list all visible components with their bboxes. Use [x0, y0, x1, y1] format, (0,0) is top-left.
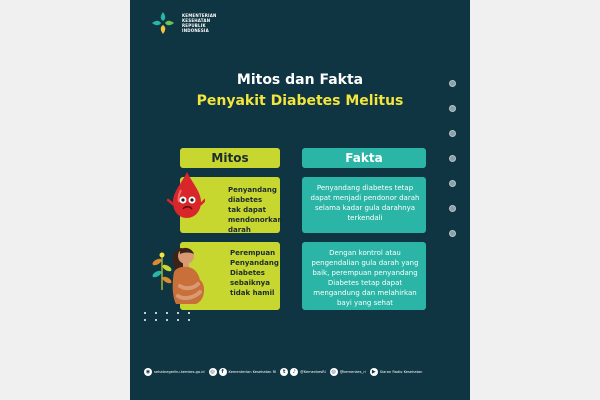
page-margin-right: [470, 0, 600, 400]
fakta-box-2: [302, 242, 426, 310]
footer-label: Siaran Radio Kesehatan: [379, 370, 423, 374]
logo-line: KEMENTERIAN: [182, 13, 217, 18]
footer-item-facebook[interactable]: [209, 368, 277, 376]
dot-icon: [449, 205, 456, 212]
logo-text: [182, 13, 237, 33]
footer-item-twitter[interactable]: [280, 368, 326, 376]
blood-drop-icon: [167, 170, 205, 220]
mitos-header: Mitos: [180, 148, 280, 168]
decorative-dot-grid: [144, 312, 194, 321]
facebook-icon: f: [219, 368, 227, 376]
instagram-icon: ◎: [331, 369, 336, 375]
tiktok-icon: ♪: [290, 368, 298, 376]
page-subtitle: Penyakit Diabetes Melitus: [196, 93, 404, 109]
fakta-box-1: [302, 177, 426, 233]
globe-icon: ◉: [145, 369, 151, 375]
footer-label: @kemenkes_ri: [339, 370, 366, 374]
logo-line: KESEHATAN: [182, 18, 211, 23]
footer-label: sehatnegeriku.kemkes.go.id: [154, 370, 205, 374]
instagram-icon: ◎: [210, 369, 215, 375]
footer-item-website[interactable]: [144, 368, 205, 376]
logo-line: REPUBLIK: [182, 23, 206, 28]
footer-label: @KemenkesRI: [300, 370, 326, 374]
dot-icon: [449, 130, 456, 137]
footer-social-bar: [144, 368, 464, 376]
page-margin-left: [0, 0, 130, 400]
pregnant-woman-illustration: [160, 242, 218, 312]
fakta-header: Fakta: [302, 148, 426, 168]
logo-line: INDONESIA: [182, 28, 209, 33]
ministry-logo: [150, 10, 237, 36]
footer-item-youtube[interactable]: [370, 368, 423, 376]
dot-icon: [449, 230, 456, 237]
youtube-icon: ▶: [370, 368, 378, 376]
fakta-text: Penyandang diabetes tetap dapat menjadi pendonor darah selama kadar gula darahnya terkendali: [310, 184, 420, 222]
page-title: Mitos dan Fakta: [236, 72, 364, 88]
mitos-text: Penyandang diabetes tak dapat mendonorkan darah: [228, 186, 283, 234]
footer-label: Kementerian Kesehatan RI: [228, 370, 277, 374]
mitos-text: Perempuan Penyandang Diabetes sebaiknya tidak hamil: [230, 249, 279, 297]
infographic-card: [130, 0, 470, 400]
twitter-icon: t: [280, 368, 288, 376]
footer-item-instagram[interactable]: [330, 368, 366, 376]
logo-mark-icon: [150, 10, 176, 36]
dot-icon: [449, 155, 456, 162]
dot-icon: [449, 180, 456, 187]
fakta-text: Dengan kontrol atau pengendalian gula darah yang baik, perempuan penyandang Diabetes tetap dapat mengandung dan melahirkan bayi yang sehat: [311, 249, 419, 307]
